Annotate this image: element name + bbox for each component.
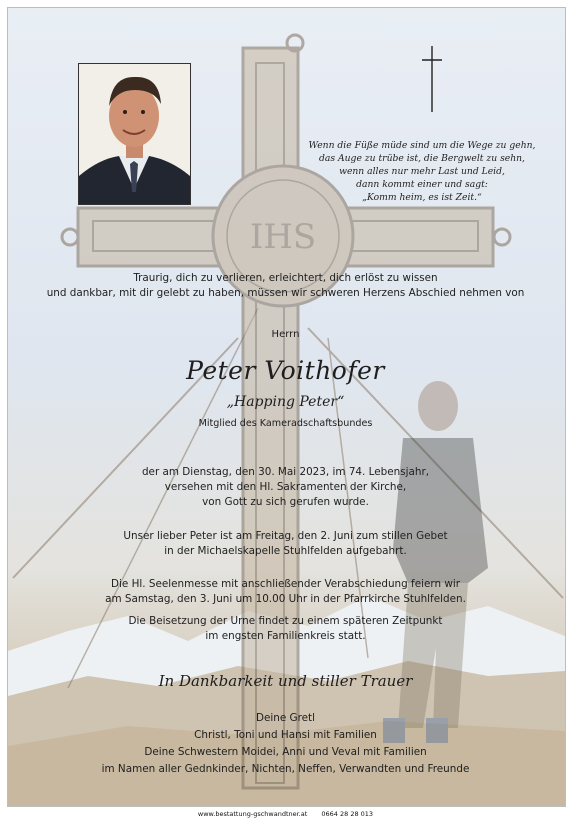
burial-line: Die Beisetzung der Urne findet zu einem späteren Zeitpunkt [128, 615, 443, 627]
mourner-line: Christl, Toni und Hansi mit Familien [194, 729, 377, 741]
gratitude-heading: In Dankbarkeit und stiller Trauer [158, 672, 413, 690]
membership-text: Mitglied des Kameradschaftsbundes [198, 418, 373, 429]
intro-line: Traurig, dich zu verlieren, erleichtert, dich erlöst zu wissen [133, 272, 438, 284]
mourner-line: Deine Gretl [255, 712, 315, 724]
burial-line: im engsten Familienkreis statt. [205, 630, 366, 642]
death-line: von Gott zu sich gerufen wurde. [202, 496, 369, 508]
portrait-photo [78, 63, 191, 205]
viewing-info [0, 529, 571, 559]
deceased-nickname: „Happing Peter“ [226, 394, 345, 410]
mourners-list [0, 710, 571, 778]
intro-line: und dankbar, mit dir gelebt zu haben, müssen wir schweren Herzens Abschied nehmen von [46, 287, 525, 299]
death-line: versehen mit den Hl. Sakramenten der Kirche, [164, 481, 407, 493]
poem-line: wenn alles nur mehr Last und Leid, [339, 166, 505, 177]
salutation: Herrn [271, 329, 300, 340]
viewing-line: in der Michaelskapelle Stuhlfelden aufgebahrt. [164, 545, 407, 557]
poem-line: Wenn die Füße müde sind um die Wege zu gehn, [308, 140, 536, 151]
viewing-line: Unser lieber Peter ist am Freitag, den 2. Juni zum stillen Gebet [123, 530, 448, 542]
death-announcement [0, 465, 571, 510]
poem-line: das Auge zu trübe ist, die Bergwelt zu sehn, [319, 153, 525, 164]
mass-info [0, 577, 571, 607]
deceased-name: Peter Voithofer [186, 356, 385, 385]
latin-cross-icon [422, 46, 442, 112]
poem-line: „Komm heim, es ist Zeit.“ [362, 192, 482, 203]
mourner-line: im Namen aller Gednkinder, Nichten, Neffen, Verwandten und Freunde [101, 763, 470, 775]
cross-monogram: IHS [249, 217, 317, 257]
burial-info [0, 614, 571, 644]
footer-phone: 0664 28 28 013 [321, 810, 374, 818]
death-line: der am Dienstag, den 30. Mai 2023, im 74. Lebensjahr, [141, 466, 430, 478]
mass-line: Die Hl. Seelenmesse mit anschließender Verabschiedung feiern wir [110, 578, 461, 590]
footer [0, 810, 571, 818]
mourner-line: Deine Schwestern Moidei, Anni und Veval mit Familien [144, 746, 427, 758]
memorial-poem [293, 139, 551, 204]
poem-line: dann kommt einer und sagt: [356, 179, 488, 190]
intro-text [0, 271, 571, 301]
mass-line: am Samstag, den 3. Juni um 10.00 Uhr in der Pfarrkirche Stuhlfelden. [105, 593, 466, 605]
footer-website[interactable]: www.bestattung-gschwandtner.at [197, 810, 308, 818]
